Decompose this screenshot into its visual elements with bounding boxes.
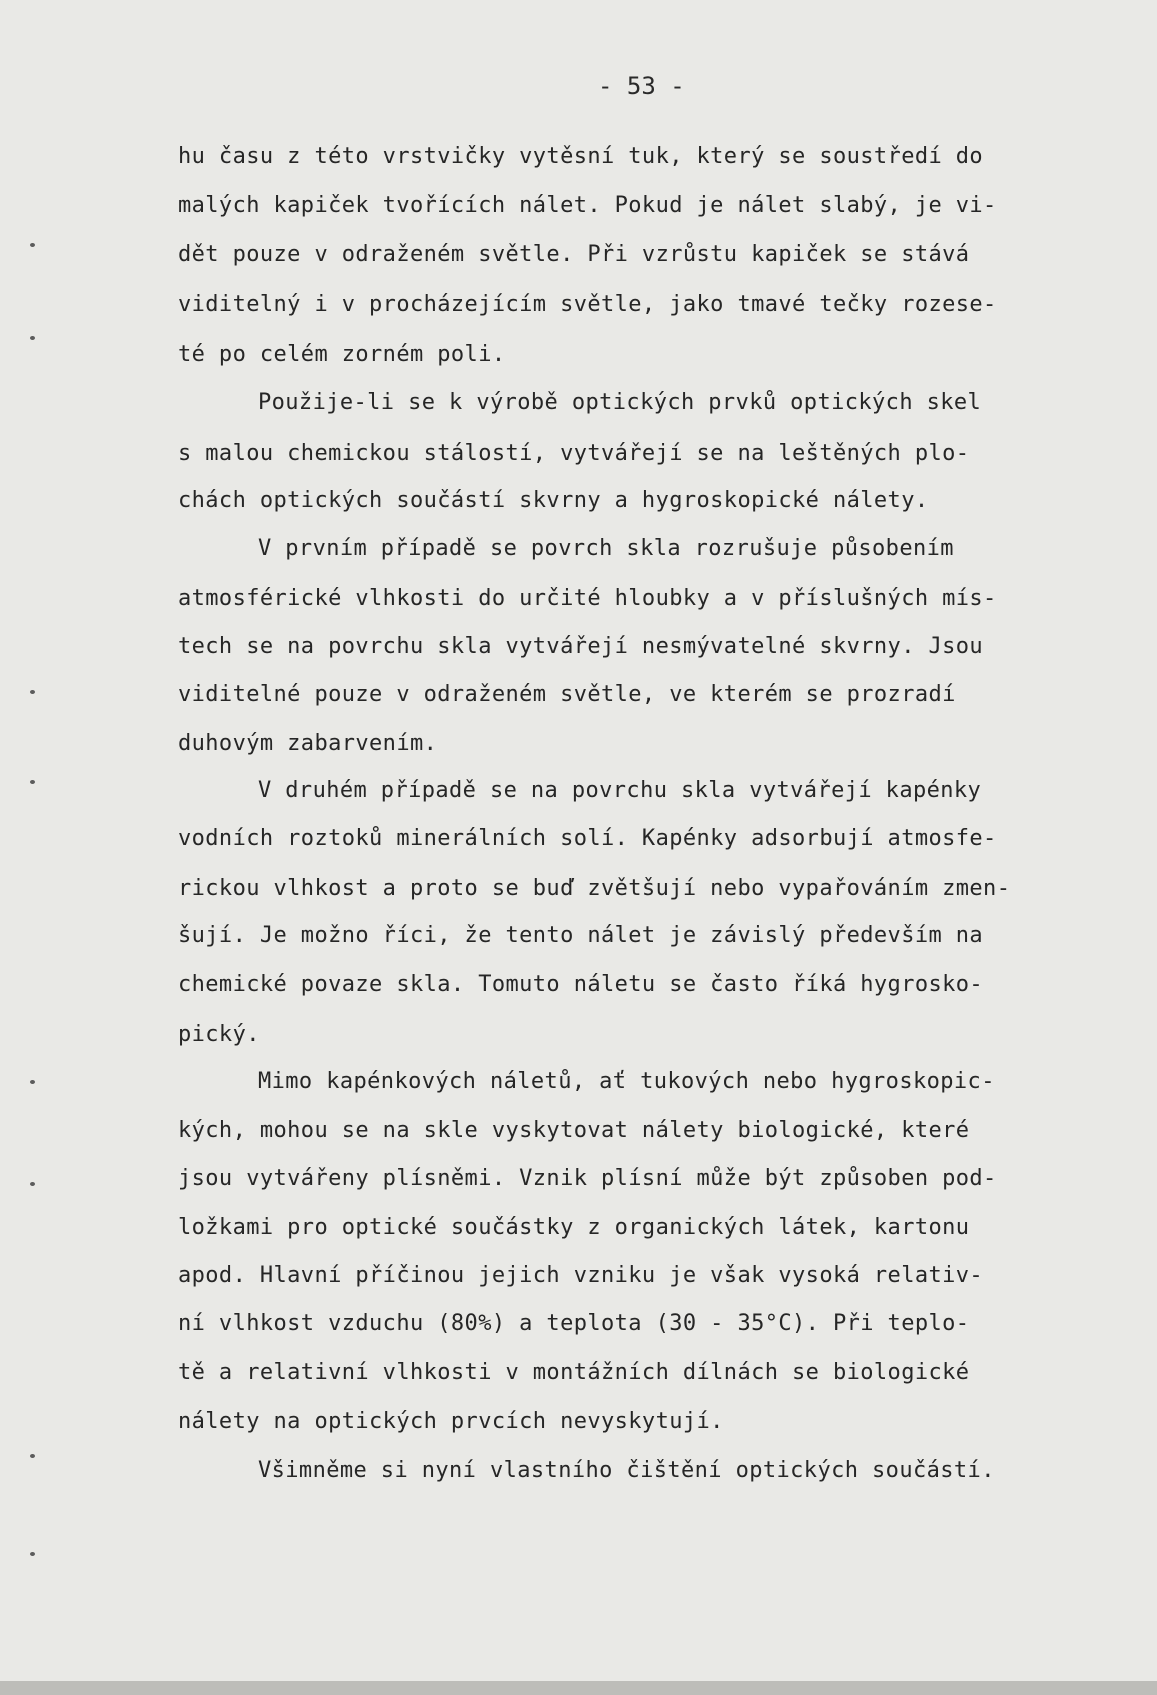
binder-hole-mark bbox=[30, 1080, 35, 1084]
binder-hole-mark bbox=[30, 690, 35, 694]
text-line: V druhém případě se na povrchu skla vytvářejí kapénky bbox=[258, 778, 982, 803]
text-line: malých kapiček tvořících nálet. Pokud je nálet slabý, je vi- bbox=[178, 193, 997, 218]
page-number: - 53 - bbox=[598, 72, 685, 100]
text-line: s malou chemickou stálostí, vytvářejí se na leštěných plo- bbox=[178, 441, 970, 466]
text-line: ní vlhkost vzduchu (80%) a teplota (30 - 35°C). Při teplo- bbox=[178, 1311, 970, 1336]
text-line: viditelný i v procházejícím světle, jako tmavé tečky rozese- bbox=[178, 292, 997, 317]
text-line: V prvním případě se povrch skla rozrušuje působením bbox=[258, 536, 954, 561]
text-line: té po celém zorném poli. bbox=[178, 342, 506, 367]
binder-hole-mark bbox=[30, 243, 35, 247]
binder-hole-mark bbox=[30, 780, 35, 784]
text-line: ložkami pro optické součástky z organických látek, kartonu bbox=[178, 1215, 970, 1240]
text-line: apod. Hlavní příčinou jejich vzniku je však vysoká relativ- bbox=[178, 1263, 984, 1288]
binder-hole-mark bbox=[30, 1454, 35, 1458]
text-line: vodních roztoků minerálních solí. Kapénky adsorbují atmosfe- bbox=[178, 826, 997, 851]
text-line: rickou vlhkost a proto se buď zvětšují nebo vypařováním zmen- bbox=[178, 876, 1011, 901]
text-line: dět pouze v odraženém světle. Při vzrůstu kapiček se stává bbox=[178, 242, 970, 267]
text-line: Mimo kapénkových náletů, ať tukových nebo hygroskopic- bbox=[258, 1069, 995, 1094]
text-line: chemické povaze skla. Tomuto náletu se často říká hygrosko- bbox=[178, 972, 984, 997]
binder-hole-mark bbox=[30, 336, 35, 340]
text-line: tě a relativní vlhkosti v montážních dílnách se biologické bbox=[178, 1360, 970, 1385]
text-line: jsou vytvářeny plísněmi. Vznik plísní může být způsoben pod- bbox=[178, 1166, 997, 1191]
text-line: hu času z této vrstvičky vytěsní tuk, který se soustředí do bbox=[178, 144, 984, 169]
text-line: Všimněme si nyní vlastního čištění optických součástí. bbox=[258, 1458, 995, 1483]
text-line: duhovým zabarvením. bbox=[178, 731, 438, 756]
text-line: kých, mohou se na skle vyskytovat nálety biologické, které bbox=[178, 1118, 970, 1143]
binder-hole-mark bbox=[30, 1182, 35, 1186]
text-line: tech se na povrchu skla vytvářejí nesmývatelné skvrny. Jsou bbox=[178, 634, 984, 659]
text-line: Použije-li se k výrobě optických prvků optických skel bbox=[258, 390, 982, 415]
text-line: nálety na optických prvcích nevyskytují. bbox=[178, 1409, 724, 1434]
text-line: pický. bbox=[178, 1022, 260, 1047]
text-line: šují. Je možno říci, že tento nálet je závislý především na bbox=[178, 923, 984, 948]
text-line: atmosférické vlhkosti do určité hloubky a v příslušných mís- bbox=[178, 586, 997, 611]
text-line: chách optických součástí skvrny a hygroskopické nálety. bbox=[178, 488, 929, 513]
text-line: viditelné pouze v odraženém světle, ve kterém se prozradí bbox=[178, 682, 956, 707]
binder-hole-mark bbox=[30, 1552, 35, 1556]
